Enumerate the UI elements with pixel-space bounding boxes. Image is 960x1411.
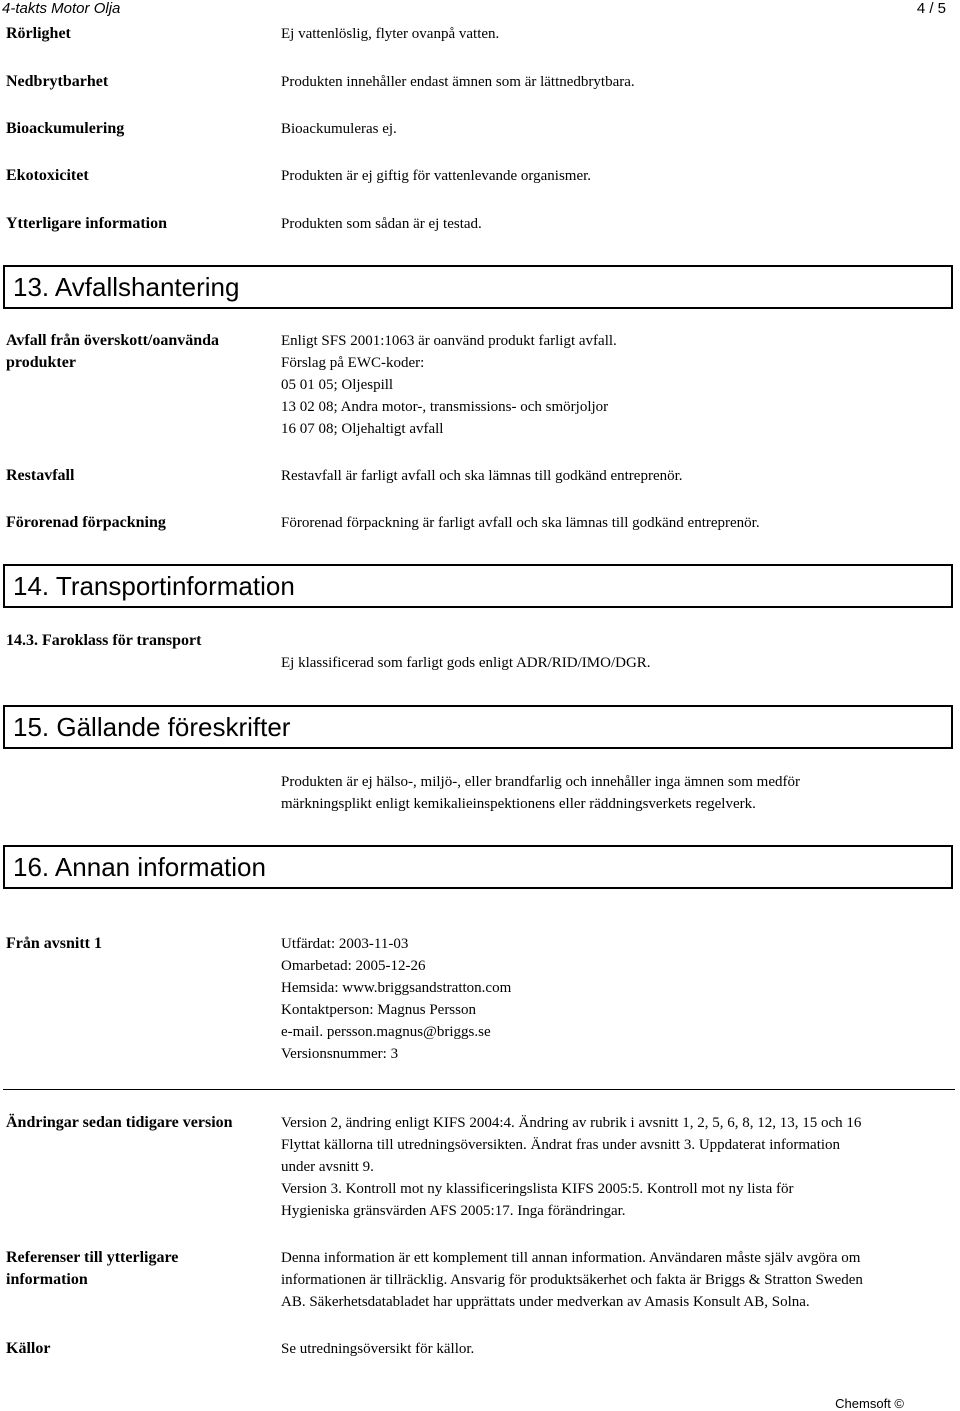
andringar-line: Flyttat källorna till utredningsöversikten. Ändrat fras under avsnitt 3. Uppdaterat information (281, 1137, 841, 1153)
document-title: 4-takts Motor Olja (2, 0, 121, 17)
label-referenser-line: Referenser till ytterligare (6, 1249, 179, 1266)
label-andringar: Ändringar sedan tidigare version (6, 1114, 233, 1131)
value-restavfall: Restavfall är farligt avfall och ska lämnas till godkänd entreprenör. (281, 468, 683, 484)
value-faroklass: Ej klassificerad som farligt gods enligt ADR/RID/IMO/DGR. (281, 655, 651, 671)
value-ytterligare-information: Produkten som sådan är ej testad. (281, 216, 482, 232)
page-number: 4 / 5 (916, 0, 946, 17)
value-foreskrifter (281, 771, 960, 815)
fran-line: e-mail. persson.magnus@briggs.se (281, 1024, 491, 1040)
avfall-line: 16 07 08; Oljehaltigt avfall (281, 421, 444, 437)
fran-line: Hemsida: www.briggsandstratton.com (281, 980, 512, 996)
andringar-line: Hygieniska gränsvärden AFS 2005:17. Inga förändringar. (281, 1203, 626, 1219)
section-13-title: 13. Avfallshantering (13, 272, 240, 302)
label-faroklass: 14.3. Faroklass för transport (6, 632, 202, 649)
label-avfall-line: produkter (6, 354, 76, 371)
label-rorlighet: Rörlighet (6, 25, 71, 42)
andringar-line: under avsnitt 9. (281, 1159, 374, 1175)
value-fran-avsnitt (281, 933, 960, 1065)
label-nedbrytbarhet: Nedbrytbarhet (6, 73, 109, 90)
page-header (0, 0, 960, 20)
label-avfall-line: Avfall från överskott/oanvända (6, 332, 220, 349)
value-rorlighet: Ej vattenlöslig, flyter ovanpå vatten. (281, 26, 500, 42)
label-ekotoxicitet: Ekotoxicitet (6, 167, 89, 184)
foreskrifter-line: Produkten är ej hälso-, miljö-, eller brandfarlig och innehåller inga ämnen som medför (281, 774, 801, 790)
label-referenser-line: information (6, 1271, 88, 1288)
section-16-title: 16. Annan information (13, 852, 266, 882)
section-14-title: 14. Transportinformation (13, 571, 295, 601)
foreskrifter-line: märkningsplikt enligt kemikalieinspektionens eller räddningsverkets regelverk. (281, 796, 756, 812)
value-ekotoxicitet: Produkten är ej giftig för vattenlevande organismer. (281, 168, 592, 184)
label-bioackumulering: Bioackumulering (6, 120, 125, 137)
value-nedbrytbarhet: Produkten innehåller endast ämnen som är lättnedbrytbara. (281, 74, 635, 90)
label-fran-avsnitt: Från avsnitt 1 (6, 935, 102, 952)
value-avfall (281, 330, 960, 440)
avfall-line: 13 02 08; Andra motor-, transmissions- och smörjoljor (281, 399, 609, 415)
fran-line: Versionsnummer: 3 (281, 1046, 399, 1062)
section-15-title: 15. Gällande föreskrifter (13, 712, 291, 742)
label-restavfall: Restavfall (6, 467, 75, 484)
value-fororenad-forpackning: Förorenad förpackning är farligt avfall och ska lämnas till godkänd entreprenör. (281, 515, 760, 531)
section-16-heading (3, 845, 953, 889)
value-bioackumulering: Bioackumuleras ej. (281, 121, 397, 137)
value-referenser (281, 1247, 960, 1313)
andringar-line: Version 3. Kontroll mot ny klassificeringslista KIFS 2005:5. Kontroll mot ny lista för (281, 1181, 794, 1197)
andringar-line: Version 2, ändring enligt KIFS 2004:4. Ändring av rubrik i avsnitt 1, 2, 5, 6, 8, 12, 13, 15 och 16 (281, 1115, 862, 1131)
section-13-heading (3, 265, 953, 309)
fran-line: Omarbetad: 2005-12-26 (281, 958, 426, 974)
label-ytterligare-information: Ytterligare information (6, 215, 167, 232)
avfall-line: Förslag på EWC-koder: (281, 355, 425, 371)
fran-line: Kontaktperson: Magnus Persson (281, 1002, 476, 1018)
section-15-heading (3, 705, 953, 749)
footer-copyright: Chemsoft © (835, 1396, 904, 1411)
value-kallor: Se utredningsöversikt för källor. (281, 1341, 475, 1357)
referenser-line: informationen är tillräcklig. Ansvarig för produktsäkerhet och fakta är Briggs & Stratton Sweden (281, 1272, 863, 1288)
section-14-heading (3, 564, 953, 608)
label-avfall (6, 330, 268, 374)
label-referenser (6, 1247, 268, 1291)
divider (3, 1089, 955, 1090)
referenser-line: Denna information är ett komplement till annan information. Användaren måste själv avgöra om (281, 1250, 861, 1266)
label-kallor: Källor (6, 1340, 51, 1357)
avfall-line: Enligt SFS 2001:1063 är oanvänd produkt farligt avfall. (281, 333, 617, 349)
referenser-line: AB. Säkerhetsdatabladet har upprättats under medverkan av Amasis Konsult AB, Solna. (281, 1294, 810, 1310)
value-andringar (281, 1112, 960, 1222)
label-fororenad-forpackning: Förorenad förpackning (6, 514, 166, 531)
fran-line: Utfärdat: 2003-11-03 (281, 936, 409, 952)
avfall-line: 05 01 05; Oljespill (281, 377, 394, 393)
